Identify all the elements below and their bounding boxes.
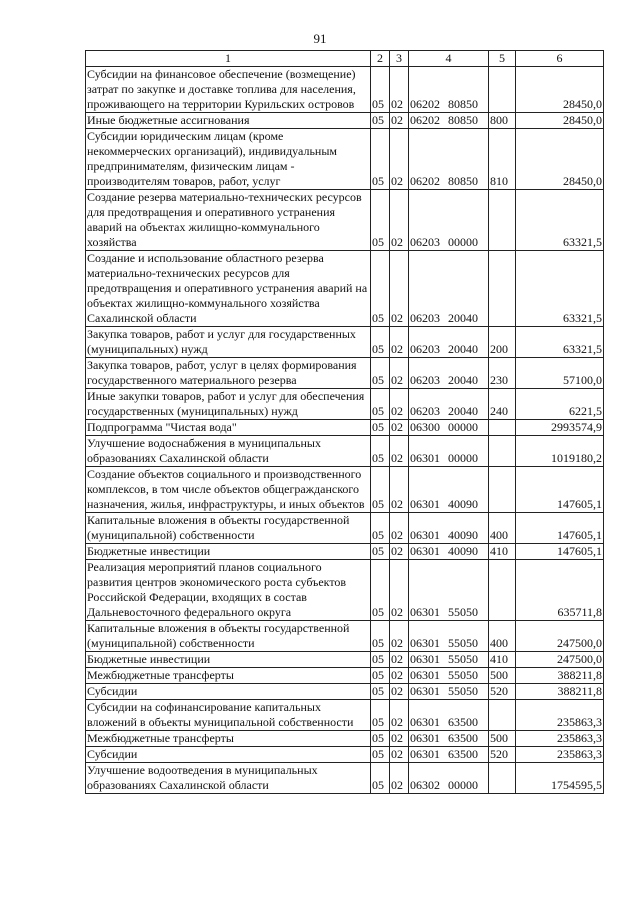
row-amount: 63321,5 bbox=[516, 327, 604, 358]
row-amount: 247500,0 bbox=[516, 652, 604, 668]
row-amount: 235863,3 bbox=[516, 700, 604, 731]
table-row bbox=[86, 113, 604, 129]
row-name: Создание резерва материально-технических ресурсов для предотвращения и оперативного устранения аварий на объектах жилищно-коммунального хозяйства bbox=[86, 190, 371, 251]
row-target-article-code bbox=[409, 700, 489, 731]
page-number: 91 bbox=[313, 31, 327, 46]
target-article-direction-part: 20040 bbox=[448, 311, 478, 325]
row-target-article-code bbox=[409, 621, 489, 652]
row-expense-type-code: 200 bbox=[489, 327, 516, 358]
row-expense-type-code: 520 bbox=[489, 747, 516, 763]
row-expense-type-code bbox=[489, 467, 516, 513]
table-row bbox=[86, 358, 604, 389]
row-name: Создание объектов социального и производственного комплексов, в том числе объектов общегражданского назначения, жилья, инфраструктуры, и иных объектов bbox=[86, 467, 371, 513]
row-section-code: 05 bbox=[371, 731, 390, 747]
target-article-direction-part: 63500 bbox=[448, 715, 478, 729]
target-article-program-part: 06301 bbox=[410, 544, 440, 558]
row-expense-type-code: 410 bbox=[489, 544, 516, 560]
row-target-article-code bbox=[409, 251, 489, 327]
row-subsection-code: 02 bbox=[390, 190, 409, 251]
target-article-direction-part: 40090 bbox=[448, 544, 478, 558]
row-target-article-code bbox=[409, 420, 489, 436]
row-section-code: 05 bbox=[371, 358, 390, 389]
target-article-program-part: 06203 bbox=[410, 311, 440, 325]
target-article-program-part: 06301 bbox=[410, 715, 440, 729]
row-name: Субсидии bbox=[86, 684, 371, 700]
row-expense-type-code: 500 bbox=[489, 668, 516, 684]
row-section-code: 05 bbox=[371, 389, 390, 420]
target-article-direction-part: 20040 bbox=[448, 373, 478, 387]
row-amount: 63321,5 bbox=[516, 251, 604, 327]
target-article-program-part: 06203 bbox=[410, 235, 440, 249]
row-target-article-code bbox=[409, 763, 489, 794]
row-amount: 2993574,9 bbox=[516, 420, 604, 436]
row-subsection-code: 02 bbox=[390, 129, 409, 190]
table-row bbox=[86, 731, 604, 747]
row-target-article-code bbox=[409, 684, 489, 700]
row-section-code: 05 bbox=[371, 327, 390, 358]
target-article-program-part: 06301 bbox=[410, 668, 440, 682]
row-expense-type-code bbox=[489, 436, 516, 467]
table-row bbox=[86, 420, 604, 436]
table-row bbox=[86, 684, 604, 700]
row-expense-type-code: 520 bbox=[489, 684, 516, 700]
row-expense-type-code bbox=[489, 560, 516, 621]
table-row bbox=[86, 621, 604, 652]
row-name: Закупка товаров, работ, услуг в целях формирования государственного материального резерва bbox=[86, 358, 371, 389]
row-name: Бюджетные инвестиции bbox=[86, 652, 371, 668]
row-expense-type-code bbox=[489, 190, 516, 251]
row-subsection-code: 02 bbox=[390, 113, 409, 129]
table-row bbox=[86, 560, 604, 621]
target-article-program-part: 06301 bbox=[410, 605, 440, 619]
target-article-program-part: 06302 bbox=[410, 778, 440, 792]
table-row bbox=[86, 747, 604, 763]
target-article-direction-part: 40090 bbox=[448, 497, 478, 511]
row-amount: 235863,3 bbox=[516, 731, 604, 747]
column-header-5: 5 bbox=[489, 51, 516, 67]
row-amount: 635711,8 bbox=[516, 560, 604, 621]
target-article-direction-part: 55050 bbox=[448, 636, 478, 650]
row-section-code: 05 bbox=[371, 560, 390, 621]
table-row bbox=[86, 668, 604, 684]
row-section-code: 05 bbox=[371, 513, 390, 544]
row-target-article-code bbox=[409, 113, 489, 129]
row-amount: 147605,1 bbox=[516, 513, 604, 544]
row-subsection-code: 02 bbox=[390, 747, 409, 763]
target-article-program-part: 06301 bbox=[410, 652, 440, 666]
row-amount: 247500,0 bbox=[516, 621, 604, 652]
row-target-article-code bbox=[409, 436, 489, 467]
row-subsection-code: 02 bbox=[390, 684, 409, 700]
table-row bbox=[86, 513, 604, 544]
row-target-article-code bbox=[409, 190, 489, 251]
row-name: Создание и использование областного резерва материально-технических ресурсов для предотвращения и оперативного устранения аварий на объектах жилищно-коммунального хозяйства Сахалинской области bbox=[86, 251, 371, 327]
table-row bbox=[86, 544, 604, 560]
table-header bbox=[86, 51, 604, 67]
row-section-code: 05 bbox=[371, 668, 390, 684]
row-name: Бюджетные инвестиции bbox=[86, 544, 371, 560]
row-name: Межбюджетные трансферты bbox=[86, 668, 371, 684]
row-name: Иные закупки товаров, работ и услуг для обеспечения государственных (муниципальных) нужд bbox=[86, 389, 371, 420]
row-section-code: 05 bbox=[371, 652, 390, 668]
table-row bbox=[86, 327, 604, 358]
row-subsection-code: 02 bbox=[390, 621, 409, 652]
row-target-article-code bbox=[409, 389, 489, 420]
target-article-direction-part: 00000 bbox=[448, 235, 478, 249]
row-section-code: 05 bbox=[371, 436, 390, 467]
row-amount: 28450,0 bbox=[516, 67, 604, 113]
target-article-program-part: 06301 bbox=[410, 684, 440, 698]
row-name: Субсидии юридическим лицам (кроме некоммерческих организаций), индивидуальным предпринимателям, физическим лицам - производителям товаров, работ, услуг bbox=[86, 129, 371, 190]
row-section-code: 05 bbox=[371, 420, 390, 436]
row-section-code: 05 bbox=[371, 621, 390, 652]
target-article-program-part: 06203 bbox=[410, 373, 440, 387]
row-name: Субсидии на финансовое обеспечение (возмещение) затрат по закупке и доставке топлива для населения, проживающего на территории Курильских островов bbox=[86, 67, 371, 113]
target-article-program-part: 06202 bbox=[410, 174, 440, 188]
table-row bbox=[86, 700, 604, 731]
target-article-direction-part: 55050 bbox=[448, 684, 478, 698]
target-article-direction-part: 20040 bbox=[448, 404, 478, 418]
row-target-article-code bbox=[409, 467, 489, 513]
row-section-code: 05 bbox=[371, 251, 390, 327]
row-target-article-code bbox=[409, 67, 489, 113]
table-row bbox=[86, 129, 604, 190]
row-name: Улучшение водоотведения в муниципальных образованиях Сахалинской области bbox=[86, 763, 371, 794]
target-article-program-part: 06202 bbox=[410, 113, 440, 127]
row-subsection-code: 02 bbox=[390, 467, 409, 513]
target-article-program-part: 06301 bbox=[410, 451, 440, 465]
budget-table bbox=[85, 50, 604, 794]
table-row bbox=[86, 190, 604, 251]
row-amount: 1754595,5 bbox=[516, 763, 604, 794]
row-subsection-code: 02 bbox=[390, 668, 409, 684]
row-name: Улучшение водоснабжения в муниципальных образованиях Сахалинской области bbox=[86, 436, 371, 467]
row-amount: 6221,5 bbox=[516, 389, 604, 420]
row-section-code: 05 bbox=[371, 190, 390, 251]
row-subsection-code: 02 bbox=[390, 436, 409, 467]
table-row bbox=[86, 467, 604, 513]
target-article-direction-part: 55050 bbox=[448, 652, 478, 666]
row-expense-type-code bbox=[489, 67, 516, 113]
row-name: Подпрограмма "Чистая вода" bbox=[86, 420, 371, 436]
table-row bbox=[86, 436, 604, 467]
row-amount: 388211,8 bbox=[516, 668, 604, 684]
target-article-direction-part: 40090 bbox=[448, 528, 478, 542]
target-article-direction-part: 63500 bbox=[448, 747, 478, 761]
row-subsection-code: 02 bbox=[390, 389, 409, 420]
target-article-program-part: 06203 bbox=[410, 404, 440, 418]
header-row bbox=[86, 51, 604, 67]
table-body bbox=[86, 67, 604, 794]
row-expense-type-code: 400 bbox=[489, 513, 516, 544]
column-header-3: 3 bbox=[390, 51, 409, 67]
row-target-article-code bbox=[409, 544, 489, 560]
row-amount: 147605,1 bbox=[516, 544, 604, 560]
row-expense-type-code: 410 bbox=[489, 652, 516, 668]
row-expense-type-code bbox=[489, 763, 516, 794]
row-subsection-code: 02 bbox=[390, 513, 409, 544]
row-amount: 1019180,2 bbox=[516, 436, 604, 467]
target-article-direction-part: 55050 bbox=[448, 605, 478, 619]
target-article-direction-part: 63500 bbox=[448, 731, 478, 745]
target-article-direction-part: 80850 bbox=[448, 97, 478, 111]
row-name: Межбюджетные трансферты bbox=[86, 731, 371, 747]
column-header-1: 1 bbox=[86, 51, 371, 67]
row-name: Капитальные вложения в объекты государственной (муниципальной) собственности bbox=[86, 621, 371, 652]
row-expense-type-code: 240 bbox=[489, 389, 516, 420]
row-section-code: 05 bbox=[371, 544, 390, 560]
row-subsection-code: 02 bbox=[390, 763, 409, 794]
row-section-code: 05 bbox=[371, 747, 390, 763]
row-subsection-code: 02 bbox=[390, 420, 409, 436]
column-header-4: 4 bbox=[409, 51, 489, 67]
row-section-code: 05 bbox=[371, 113, 390, 129]
target-article-direction-part: 00000 bbox=[448, 451, 478, 465]
table-row bbox=[86, 763, 604, 794]
target-article-direction-part: 80850 bbox=[448, 174, 478, 188]
row-target-article-code bbox=[409, 513, 489, 544]
row-section-code: 05 bbox=[371, 763, 390, 794]
row-expense-type-code: 230 bbox=[489, 358, 516, 389]
row-name: Субсидии bbox=[86, 747, 371, 763]
row-subsection-code: 02 bbox=[390, 700, 409, 731]
row-expense-type-code: 500 bbox=[489, 731, 516, 747]
row-target-article-code bbox=[409, 747, 489, 763]
row-subsection-code: 02 bbox=[390, 544, 409, 560]
row-target-article-code bbox=[409, 652, 489, 668]
row-amount: 28450,0 bbox=[516, 113, 604, 129]
row-expense-type-code: 400 bbox=[489, 621, 516, 652]
row-name: Капитальные вложения в объекты государственной (муниципальной) собственности bbox=[86, 513, 371, 544]
target-article-program-part: 06300 bbox=[410, 420, 440, 434]
column-header-2: 2 bbox=[371, 51, 390, 67]
row-target-article-code bbox=[409, 560, 489, 621]
row-amount: 63321,5 bbox=[516, 190, 604, 251]
row-target-article-code bbox=[409, 731, 489, 747]
row-name: Реализация мероприятий планов социального развития центров экономического роста субъектов Российской Федерации, входящих в состав Дальневосточного федерального округа bbox=[86, 560, 371, 621]
row-section-code: 05 bbox=[371, 67, 390, 113]
row-target-article-code bbox=[409, 327, 489, 358]
row-expense-type-code bbox=[489, 700, 516, 731]
row-name: Закупка товаров, работ и услуг для государственных (муниципальных) нужд bbox=[86, 327, 371, 358]
row-target-article-code bbox=[409, 358, 489, 389]
row-amount: 147605,1 bbox=[516, 467, 604, 513]
target-article-program-part: 06203 bbox=[410, 342, 440, 356]
row-name: Иные бюджетные ассигнования bbox=[86, 113, 371, 129]
target-article-direction-part: 55050 bbox=[448, 668, 478, 682]
table-row bbox=[86, 389, 604, 420]
row-amount: 57100,0 bbox=[516, 358, 604, 389]
row-amount: 235863,3 bbox=[516, 747, 604, 763]
row-expense-type-code bbox=[489, 420, 516, 436]
target-article-program-part: 06301 bbox=[410, 636, 440, 650]
row-expense-type-code bbox=[489, 251, 516, 327]
table-row bbox=[86, 251, 604, 327]
target-article-program-part: 06301 bbox=[410, 747, 440, 761]
table-row bbox=[86, 67, 604, 113]
row-section-code: 05 bbox=[371, 700, 390, 731]
target-article-program-part: 06301 bbox=[410, 731, 440, 745]
target-article-direction-part: 20040 bbox=[448, 342, 478, 356]
target-article-direction-part: 00000 bbox=[448, 420, 478, 434]
row-amount: 28450,0 bbox=[516, 129, 604, 190]
row-subsection-code: 02 bbox=[390, 67, 409, 113]
row-subsection-code: 02 bbox=[390, 560, 409, 621]
row-target-article-code bbox=[409, 129, 489, 190]
row-target-article-code bbox=[409, 668, 489, 684]
table-row bbox=[86, 652, 604, 668]
row-expense-type-code: 810 bbox=[489, 129, 516, 190]
row-subsection-code: 02 bbox=[390, 652, 409, 668]
row-expense-type-code: 800 bbox=[489, 113, 516, 129]
row-subsection-code: 02 bbox=[390, 731, 409, 747]
target-article-program-part: 06301 bbox=[410, 528, 440, 542]
row-section-code: 05 bbox=[371, 467, 390, 513]
target-article-program-part: 06202 bbox=[410, 97, 440, 111]
row-subsection-code: 02 bbox=[390, 251, 409, 327]
column-header-6: 6 bbox=[516, 51, 604, 67]
target-article-program-part: 06301 bbox=[410, 497, 440, 511]
row-subsection-code: 02 bbox=[390, 358, 409, 389]
row-section-code: 05 bbox=[371, 684, 390, 700]
row-section-code: 05 bbox=[371, 129, 390, 190]
row-amount: 388211,8 bbox=[516, 684, 604, 700]
target-article-direction-part: 00000 bbox=[448, 778, 478, 792]
row-name: Субсидии на софинансирование капитальных вложений в объекты муниципальной собственности bbox=[86, 700, 371, 731]
target-article-direction-part: 80850 bbox=[448, 113, 478, 127]
row-subsection-code: 02 bbox=[390, 327, 409, 358]
